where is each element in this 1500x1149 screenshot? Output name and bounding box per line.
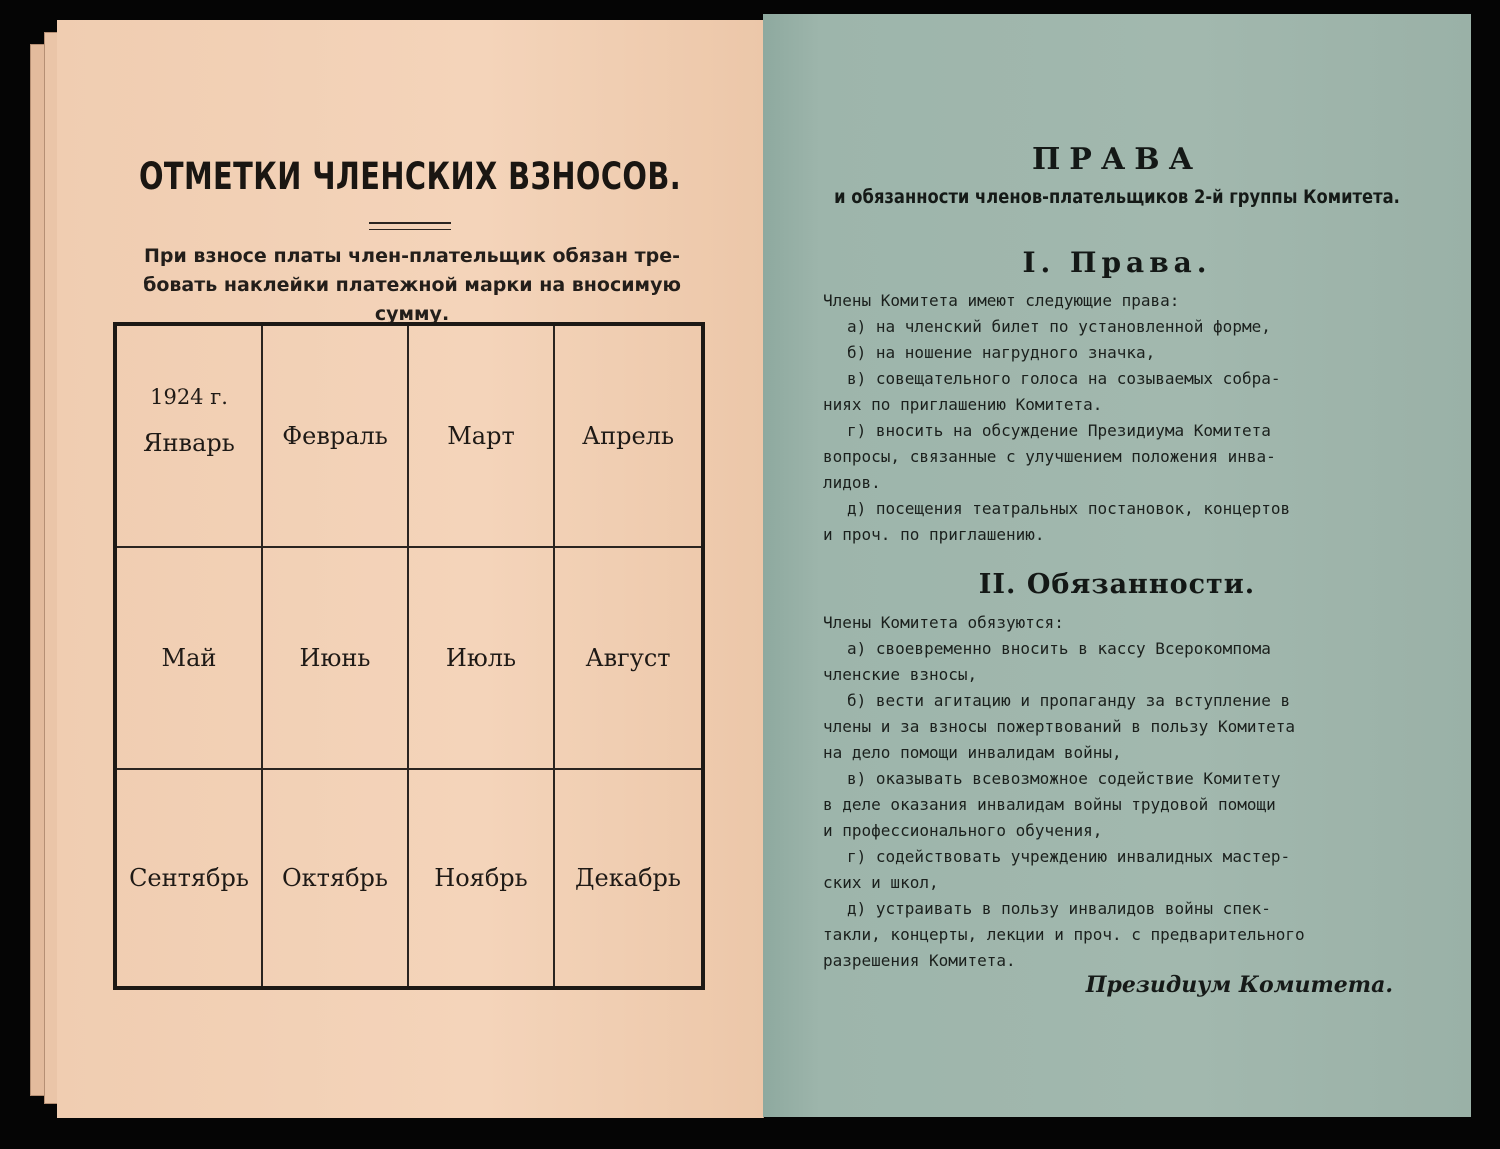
text-line: на дело помощи инвалидам войны,: [823, 743, 1122, 762]
month-label: Июль: [445, 644, 517, 672]
month-label: Март: [447, 422, 515, 450]
month-cell-september: [117, 770, 263, 986]
intro-line: бовать наклейки платежной марки на вносимую: [143, 274, 681, 296]
text-line: д) посещения театральных постановок, концертов: [847, 499, 1291, 518]
month-cell-february: [263, 326, 409, 548]
text-line: б) на ношение нагрудного значка,: [847, 343, 1156, 362]
text-line: разрешения Комитета.: [823, 951, 1016, 970]
text-line: и профессионального обучения,: [823, 821, 1103, 840]
section-heading-duties: II. Обязанности.: [978, 569, 1256, 600]
rights-paragraph: [823, 288, 1423, 548]
left-page-intro: [107, 242, 717, 329]
text-line: ниях по приглашению Комитета.: [823, 395, 1103, 414]
text-line: члены и за взносы пожертвований в пользу Комитета: [823, 717, 1296, 736]
text-line: г) содействовать учреждению инвалидных мастер-: [847, 847, 1291, 866]
text-line: в деле оказания инвалидам войны трудовой помощи: [823, 795, 1276, 814]
text-line: такли, концерты, лекции и проч. с предварительного: [823, 925, 1305, 944]
left-page-title: ОТМЕТКИ ЧЛЕНСКИХ ВЗНОСОВ.: [138, 155, 682, 198]
month-cell-august: [555, 548, 701, 770]
text-line: Члены Комитета обязуются:: [823, 613, 1064, 632]
month-label: Сентябрь: [129, 864, 249, 892]
month-cell-june: [263, 548, 409, 770]
month-label: Ноябрь: [434, 864, 528, 892]
right-page: [763, 14, 1471, 1117]
text-line: членские взносы,: [823, 665, 978, 684]
month-label: Апрель: [581, 422, 675, 450]
title-divider: [369, 222, 451, 230]
text-line: ских и школ,: [823, 873, 939, 892]
left-page: [57, 20, 764, 1118]
month-label: Октябрь: [282, 864, 388, 892]
intro-line: сумму.: [374, 303, 450, 325]
text-line: и проч. по приглашению.: [823, 525, 1045, 544]
month-cell-march: [409, 326, 555, 548]
month-cell-december: [555, 770, 701, 986]
month-cell-november: [409, 770, 555, 986]
month-cell-october: [263, 770, 409, 986]
month-label: Май: [161, 644, 217, 672]
text-line: вопросы, связанные с улучшением положения инва-: [823, 447, 1276, 466]
intro-line: При взносе платы член-плательщик обязан тре-: [144, 245, 680, 267]
month-label: Август: [585, 644, 671, 672]
dues-grid: [113, 322, 705, 990]
text-line: лидов.: [823, 473, 881, 492]
month-cell-january: [117, 326, 263, 548]
text-line: а) своевременно вносить в кассу Всерокомпома: [847, 639, 1271, 658]
month-label: Январь: [143, 429, 235, 457]
text-line: б) вести агитацию и пропаганду за вступление в: [847, 691, 1291, 710]
year-label: 1924 г.: [150, 385, 228, 409]
text-line: Члены Комитета имеют следующие права:: [823, 291, 1180, 310]
text-line: д) устраивать в пользу инвалидов войны спек-: [847, 899, 1271, 918]
month-cell-april: [555, 326, 701, 548]
right-page-title: ПРАВА: [1031, 142, 1203, 177]
month-cell-july: [409, 548, 555, 770]
section-heading-rights: I. Права.: [1022, 246, 1212, 279]
right-page-subtitle: и обязанности членов-плательщиков 2-й группы Комитета.: [834, 186, 1400, 208]
signature: Президиум Комитета.: [1085, 972, 1393, 998]
text-line: в) совещательного голоса на созываемых собра-: [847, 369, 1281, 388]
month-label: Февраль: [282, 422, 388, 450]
month-cell-may: [117, 548, 263, 770]
month-label: Декабрь: [575, 864, 681, 892]
text-line: в) оказывать всевозможное содействие Комитету: [847, 769, 1281, 788]
month-label: Июнь: [299, 644, 371, 672]
duties-paragraph: [823, 610, 1423, 974]
text-line: г) вносить на обсуждение Президиума Комитета: [847, 421, 1271, 440]
text-line: а) на членский билет по установленной форме,: [847, 317, 1271, 336]
